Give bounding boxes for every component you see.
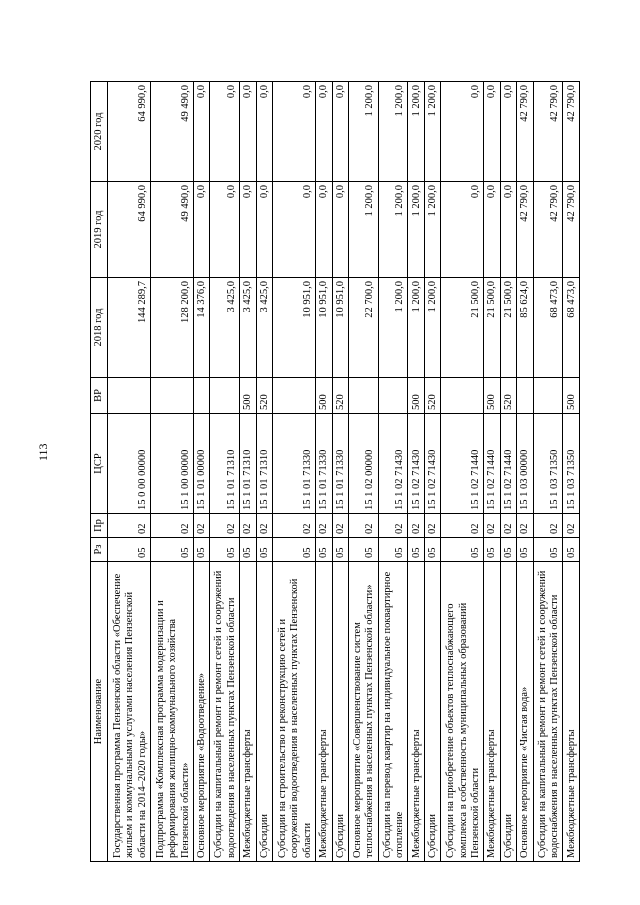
cell-csr: 15 1 01 71330 [316, 414, 332, 514]
cell-2018: 144 289,7 [108, 278, 151, 378]
cell-csr: 15 1 01 71330 [332, 414, 348, 514]
cell-pr: 02 [563, 514, 580, 538]
cell-rz: 05 [517, 538, 533, 562]
cell-pr: 02 [316, 514, 332, 538]
table-row [256, 82, 272, 862]
table-row [441, 82, 484, 862]
table-row [563, 82, 580, 862]
cell-2018: 1 200,0 [378, 278, 408, 378]
cell-2020: 0,0 [193, 82, 209, 182]
table-row [150, 82, 193, 862]
cell-name: Субсидии [500, 562, 516, 862]
header-rz: Рз [91, 538, 108, 562]
cell-2019: 0,0 [316, 182, 332, 278]
cell-2020: 0,0 [316, 82, 332, 182]
cell-vr: 500 [408, 378, 424, 414]
cell-name: Субсидии [256, 562, 272, 862]
table-row [332, 82, 348, 862]
header-2018: 2018 год [91, 278, 108, 378]
table-row [348, 82, 378, 862]
cell-2018: 10 951,0 [316, 278, 332, 378]
cell-rz: 05 [348, 538, 378, 562]
table-row [424, 82, 440, 862]
cell-pr: 02 [240, 514, 256, 538]
cell-csr: 15 0 00 00000 [108, 414, 151, 514]
cell-name: Межбюджетные трансферты [408, 562, 424, 862]
cell-name: Субсидии на приобретение объектов теплоснабжающего комплекса в собственность муниципальных образований Пензенской области [441, 562, 484, 862]
cell-rz: 05 [563, 538, 580, 562]
cell-csr: 15 1 02 00000 [348, 414, 378, 514]
cell-pr: 02 [332, 514, 348, 538]
cell-2019: 64 990,0 [108, 182, 151, 278]
cell-csr: 15 1 01 71310 [210, 414, 240, 514]
cell-2018: 22 700,0 [348, 278, 378, 378]
cell-2020: 0,0 [240, 82, 256, 182]
cell-pr: 02 [193, 514, 209, 538]
cell-pr: 02 [273, 514, 316, 538]
cell-2020: 0,0 [484, 82, 500, 182]
cell-2020: 0,0 [210, 82, 240, 182]
cell-name: Субсидии на капитальный ремонт и ремонт сетей и сооружений водоотведения в населенных пунктах Пензенской области [210, 562, 240, 862]
cell-csr: 15 1 00 00000 [150, 414, 193, 514]
page-number: 113 [36, 443, 50, 462]
table-row [108, 82, 151, 862]
cell-2019: 0,0 [500, 182, 516, 278]
cell-vr [378, 378, 408, 414]
cell-rz: 05 [240, 538, 256, 562]
cell-2020: 42 790,0 [517, 82, 533, 182]
cell-2020: 1 200,0 [408, 82, 424, 182]
cell-2018: 1 200,0 [424, 278, 440, 378]
cell-2019: 0,0 [210, 182, 240, 278]
cell-pr: 02 [500, 514, 516, 538]
cell-name: Подпрограмма «Комплексная программа модернизации и реформирования жилищно-коммунального хозяйства Пензенской области» [150, 562, 193, 862]
cell-rz: 05 [193, 538, 209, 562]
cell-2020: 1 200,0 [378, 82, 408, 182]
cell-2020: 42 790,0 [533, 82, 563, 182]
cell-vr: 500 [563, 378, 580, 414]
cell-name: Субсидии [332, 562, 348, 862]
cell-2019: 1 200,0 [348, 182, 378, 278]
table-header-row [91, 82, 108, 862]
header-pr: Пр [91, 514, 108, 538]
cell-2019: 1 200,0 [408, 182, 424, 278]
cell-2020: 42 790,0 [563, 82, 580, 182]
cell-vr [441, 378, 484, 414]
cell-pr: 02 [484, 514, 500, 538]
cell-rz: 05 [424, 538, 440, 562]
cell-name: Межбюджетные трансферты [240, 562, 256, 862]
cell-2018: 1 200,0 [408, 278, 424, 378]
cell-csr: 15 1 02 71440 [500, 414, 516, 514]
cell-name: Субсидии [424, 562, 440, 862]
cell-vr: 520 [424, 378, 440, 414]
cell-vr: 520 [332, 378, 348, 414]
cell-2018: 21 500,0 [484, 278, 500, 378]
cell-2018: 68 473,0 [563, 278, 580, 378]
cell-vr: 500 [240, 378, 256, 414]
cell-csr: 15 1 01 00000 [193, 414, 209, 514]
cell-vr [108, 378, 151, 414]
cell-pr: 02 [378, 514, 408, 538]
budget-table-container [90, 82, 580, 862]
cell-name: Государственная программа Пензенской области «Обеспечение жильем и коммунальными услугами населения Пензенской области на 2014–2020 годы» [108, 562, 151, 862]
cell-2019: 42 790,0 [533, 182, 563, 278]
header-2020: 2020 год [91, 82, 108, 182]
cell-2018: 85 624,0 [517, 278, 533, 378]
header-vr: ВР [91, 378, 108, 414]
cell-csr: 15 1 02 71440 [484, 414, 500, 514]
header-2019: 2019 год [91, 182, 108, 278]
table-row [533, 82, 563, 862]
cell-2019: 0,0 [193, 182, 209, 278]
table-row [484, 82, 500, 862]
table-row [517, 82, 533, 862]
cell-2019: 0,0 [332, 182, 348, 278]
cell-2018: 3 425,0 [210, 278, 240, 378]
cell-vr [150, 378, 193, 414]
cell-2018: 21 500,0 [441, 278, 484, 378]
cell-vr [210, 378, 240, 414]
cell-name: Межбюджетные трансферты [484, 562, 500, 862]
cell-2019: 0,0 [441, 182, 484, 278]
cell-csr: 15 1 02 71440 [441, 414, 484, 514]
header-csr: ЦСР [91, 414, 108, 514]
cell-2019: 42 790,0 [563, 182, 580, 278]
cell-name: Основное мероприятие «Чистая вода» [517, 562, 533, 862]
cell-2018: 3 425,0 [240, 278, 256, 378]
cell-2018: 14 376,0 [193, 278, 209, 378]
cell-2019: 0,0 [256, 182, 272, 278]
cell-2019: 1 200,0 [424, 182, 440, 278]
table-body [108, 82, 580, 862]
cell-name: Субсидии на строительство и реконструкцию сетей и сооружений водоотведения в населенных пунктах Пензенской области [273, 562, 316, 862]
header-name: Наименование [91, 562, 108, 862]
cell-csr: 15 1 03 71350 [563, 414, 580, 514]
cell-csr: 15 1 03 00000 [517, 414, 533, 514]
cell-2019: 0,0 [273, 182, 316, 278]
cell-2018: 21 500,0 [500, 278, 516, 378]
cell-csr: 15 1 01 71330 [273, 414, 316, 514]
cell-vr: 520 [256, 378, 272, 414]
cell-2020: 0,0 [273, 82, 316, 182]
cell-vr [517, 378, 533, 414]
cell-2020: 0,0 [441, 82, 484, 182]
cell-rz: 05 [378, 538, 408, 562]
cell-rz: 05 [108, 538, 151, 562]
cell-pr: 02 [424, 514, 440, 538]
cell-2020: 0,0 [500, 82, 516, 182]
budget-table [90, 81, 580, 862]
cell-csr: 15 1 01 71310 [240, 414, 256, 514]
cell-rz: 05 [210, 538, 240, 562]
cell-2020: 0,0 [332, 82, 348, 182]
cell-pr: 02 [348, 514, 378, 538]
cell-vr [273, 378, 316, 414]
cell-csr: 15 1 03 71350 [533, 414, 563, 514]
cell-pr: 02 [108, 514, 151, 538]
cell-2018: 128 200,0 [150, 278, 193, 378]
table-row [210, 82, 240, 862]
table-row [193, 82, 209, 862]
cell-2018: 3 425,0 [256, 278, 272, 378]
cell-2019: 0,0 [240, 182, 256, 278]
cell-rz: 05 [500, 538, 516, 562]
cell-2018: 68 473,0 [533, 278, 563, 378]
cell-rz: 05 [256, 538, 272, 562]
table-row [273, 82, 316, 862]
cell-2019: 1 200,0 [378, 182, 408, 278]
cell-pr: 02 [517, 514, 533, 538]
cell-csr: 15 1 02 71430 [378, 414, 408, 514]
cell-2019: 49 490,0 [150, 182, 193, 278]
table-row [378, 82, 408, 862]
cell-rz: 05 [332, 538, 348, 562]
cell-2019: 0,0 [484, 182, 500, 278]
cell-vr [348, 378, 378, 414]
cell-2020: 64 990,0 [108, 82, 151, 182]
cell-vr [533, 378, 563, 414]
cell-2020: 1 200,0 [348, 82, 378, 182]
cell-pr: 02 [210, 514, 240, 538]
cell-csr: 15 1 02 71430 [408, 414, 424, 514]
cell-vr: 500 [484, 378, 500, 414]
table-row [500, 82, 516, 862]
cell-rz: 05 [441, 538, 484, 562]
cell-pr: 02 [408, 514, 424, 538]
cell-name: Субсидии на перевод квартир на индивидуальное поквартирное отопление [378, 562, 408, 862]
cell-pr: 02 [256, 514, 272, 538]
table-row [316, 82, 332, 862]
cell-rz: 05 [273, 538, 316, 562]
cell-name: Межбюджетные трансферты [316, 562, 332, 862]
cell-csr: 15 1 02 71430 [424, 414, 440, 514]
table-row [240, 82, 256, 862]
cell-2019: 42 790,0 [517, 182, 533, 278]
cell-name: Межбюджетные трансферты [563, 562, 580, 862]
cell-vr [193, 378, 209, 414]
cell-name: Основное мероприятие «Совершенствование систем теплоснабжения в населенных пунктах Пензенской области» [348, 562, 378, 862]
cell-rz: 05 [408, 538, 424, 562]
table-row [408, 82, 424, 862]
cell-2020: 1 200,0 [424, 82, 440, 182]
cell-2018: 10 951,0 [273, 278, 316, 378]
cell-pr: 02 [533, 514, 563, 538]
cell-vr: 520 [500, 378, 516, 414]
cell-2020: 49 490,0 [150, 82, 193, 182]
cell-rz: 05 [150, 538, 193, 562]
cell-rz: 05 [484, 538, 500, 562]
cell-vr: 500 [316, 378, 332, 414]
cell-rz: 05 [316, 538, 332, 562]
cell-2020: 0,0 [256, 82, 272, 182]
cell-pr: 02 [441, 514, 484, 538]
cell-name: Основное мероприятие «Водоотведение» [193, 562, 209, 862]
cell-rz: 05 [533, 538, 563, 562]
cell-pr: 02 [150, 514, 193, 538]
cell-2018: 10 951,0 [332, 278, 348, 378]
cell-csr: 15 1 01 71310 [256, 414, 272, 514]
cell-name: Субсидии на капитальный ремонт и ремонт сетей и сооружений водоснабжения в населенных пунктах Пензенской области [533, 562, 563, 862]
